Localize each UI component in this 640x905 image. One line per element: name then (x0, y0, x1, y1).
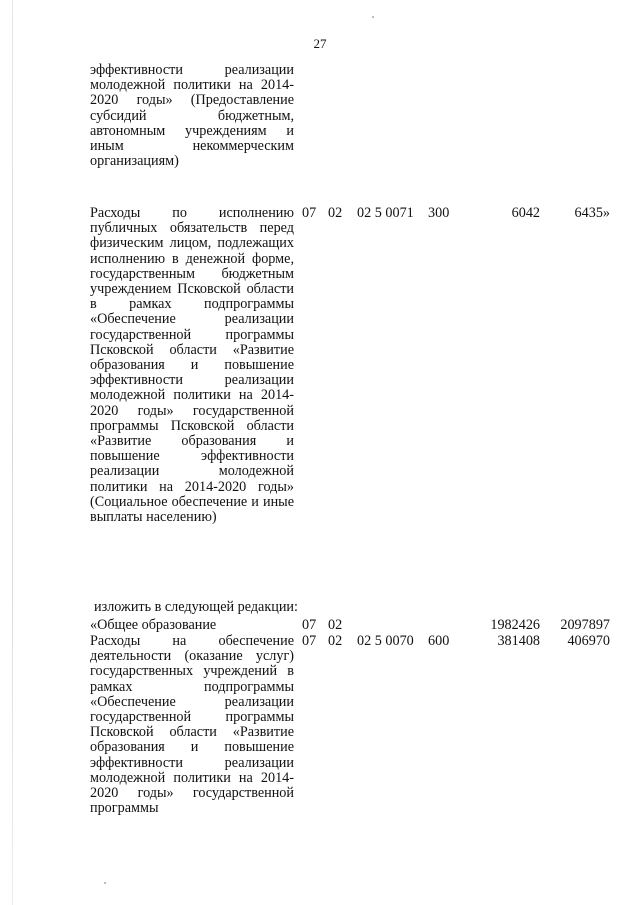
subsection-code: 02 (328, 205, 343, 221)
target-article-code: 02 5 0071 (357, 205, 414, 221)
amount-2016: 381408 (497, 633, 540, 649)
expense-type-code: 300 (428, 205, 450, 221)
amount-2016: 1982426 (490, 617, 540, 633)
section-code: 07 (302, 633, 317, 649)
amendment-intro: изложить в следующей редакции: (94, 599, 298, 615)
row-description: эффективности реализации молодежной политики на 2014-2020 годы» (Предоставление субсидий бюджетным, автономным учреждениям и иным некоммерческим организациям) (90, 62, 294, 170)
row-description: Расходы по исполнению публичных обязательств перед физическим лицом, подлежащих исполнению в денежной форме, государственным бюджетным учреждением Псковской области в рамках подпрограммы «Обеспечение реализации государственной программы Псковской области «Развитие образования и повышение эффективности реализации молодежной политики на 2014-2020 годы» государственной программы Псковской области «Развитие образования и повышение эффективности реализации молодежной политики на 2014-2020 годы» (Социальное обеспечение и иные выплаты населению) (90, 205, 294, 526)
expense-type-code: 600 (428, 633, 450, 649)
page-number: 27 (313, 36, 327, 51)
scan-edge (12, 0, 13, 905)
section-code: 07 (302, 617, 317, 633)
target-article-code: 02 5 0070 (357, 633, 414, 649)
section-code: 07 (302, 205, 317, 221)
scan-speck (372, 16, 374, 18)
scan-speck (104, 882, 106, 884)
amount-2016: 6042 (511, 205, 540, 221)
row-description: Расходы на обеспечение деятельности (оказание услуг) государственных учреждений в рамках подпрограммы «Обеспечение реализации государственной программы Псковской области «Развитие образования и повышение эффективности реализации молодежной политики на 2014-2020 годы» государственной программы (90, 633, 294, 817)
amount-2017: 406970 (567, 633, 610, 649)
amount-2017: 2097897 (560, 617, 610, 633)
subsection-code: 02 (328, 617, 343, 633)
row-description: «Общее образование (90, 617, 217, 633)
subsection-code: 02 (328, 633, 343, 649)
amount-2017: 6435» (574, 205, 610, 221)
